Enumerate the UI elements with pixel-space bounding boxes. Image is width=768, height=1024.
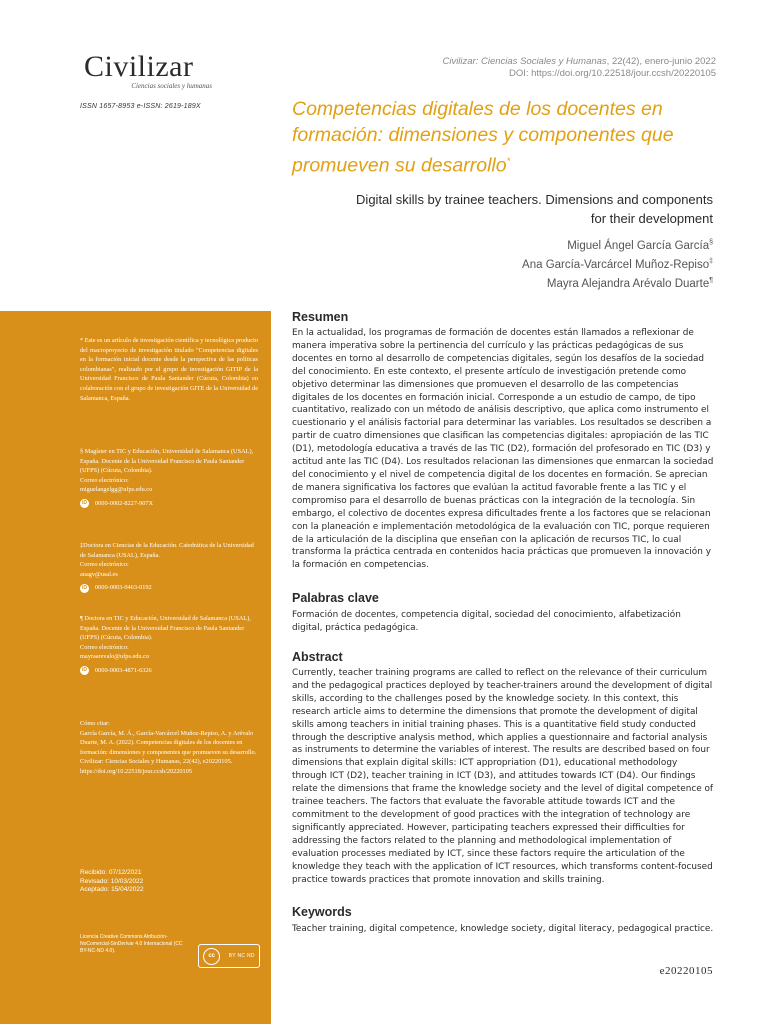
title-es-text: Competencias digitales de los docentes en formación: dimensiones y componentes que promueven su desarrollo	[292, 98, 674, 177]
article-title-en: Digital skills by trainee teachers. Dimensions and components for their development	[356, 192, 713, 226]
cc-icon: cc	[203, 948, 220, 965]
email-label: Correo electrónico:	[80, 476, 129, 484]
author-name: Miguel Ángel García García	[567, 239, 710, 252]
resumen-heading: Resumen	[292, 310, 349, 324]
keywords-text: Teacher training, digital competence, knowledge society, digital literacy, pedagogical practice.	[292, 924, 714, 934]
author-mark: ¶	[709, 276, 713, 284]
resumen-section	[292, 309, 714, 572]
author-email[interactable]: mayraarevalo@ufps.edu.co	[80, 653, 150, 661]
license-text: Licencia Creative Commons Atribución-NoComercial-SinDerivar 4.0 Internacional (CC BY-NC-ND 4.0).	[80, 934, 183, 954]
cite-text: García García, M. Á., García-Varcárcel Muñoz-Repiso, A. y Arévalo Duarte, M. A. (2022). Competencias digitales de los docentes en formación: dimensiones y componentes que promueven su desarrollo. Civilizar: Ciencias Sociales y Humanas, 22(42), e20220105. https://doi.org/10.22518/jour.ccsh/20220105	[80, 729, 257, 775]
author-mark: §	[709, 239, 713, 246]
article-id: e20220105	[659, 965, 713, 977]
orcid-icon: iD	[82, 667, 87, 674]
journal-name: Civilizar: Ciencias Sociales y Humanas	[442, 56, 607, 67]
orcid-id[interactable]: 0000-0003-0463-0192	[95, 584, 152, 592]
cc-license-badge[interactable]	[198, 944, 260, 968]
palabras-clave-heading: Palabras clave	[292, 591, 379, 605]
logo-subtitle: Ciencias sociales y humanas	[131, 82, 212, 90]
orcid-id[interactable]: 0000-0003-4871-6326	[95, 666, 152, 674]
orcid-row[interactable]	[80, 583, 258, 593]
logo-wordmark: Civilizar	[84, 50, 194, 83]
doi-link[interactable]: DOI: https://doi.org/10.22518/jour.ccsh/20220105	[508, 68, 716, 79]
how-to-cite	[80, 719, 258, 777]
cc-license-labels: BY NC ND	[228, 953, 255, 959]
author-item	[522, 273, 713, 292]
author-item	[522, 254, 713, 273]
resumen-text: En la actualidad, los programas de formación de docentes están llamados a reflexionar de manera imperativa sobre la pertinencia del currículo y las prácticas pedagógicas de sus docentes en torno al desarrollo de competencias digitales, según los desafíos de la sociedad del conocimiento. En este contexto, el presente artículo de investigación pretende como objetivo determinar las dimensiones que promueven el desarrollo de las competencias digitales de los docentes en formación inicial. Corresponde a un estudio de campo, de tipo cuantitativo, realizado con un método de análisis descriptivo, que aplica como instrumento el cuestionario y el análisis factorial para determinar las variables. Los resultados se describen a partir de cuatro dimensiones que clasifican las competencias digitales: apropiación de las TIC (D1), metodología educativa a través de las TIC (D2), formación del profesorado en TIC (D3) y actitud ante las TIC (D4). Los resultados relacionan las dimensiones que enmarcan la sociedad del conocimiento y el nivel de competencia digital de los docentes en formación. Se aprecian de manera significativa los factores que evalúan la actitud favorable frente a las TIC y el compromiso para el desarrollo de buenas prácticas con la integración de la tecnología. Sin embargo, el colectivo de docentes expresa dificultades frente a los factores que se relacionan con la planeación e implementación metodológica de la evaluación con TIC, porque requieren de la articulación de la disciplina que enseñan con la aplicación de recursos TIC, lo cual transforma la práctica centrada en contenidos hacia prácticas que promueven la innovación y la formación en competencias.	[292, 328, 714, 571]
orcid-id[interactable]: 0000-0002-8227-907X	[95, 499, 154, 507]
journal-citation-header	[442, 56, 716, 80]
orcid-icon: iD	[82, 500, 87, 507]
title-footnote-mark: *	[506, 156, 511, 166]
author-bio-1	[80, 447, 258, 509]
author-bio-3	[80, 614, 258, 676]
author-name: Ana García-Varcárcel Muñoz-Repiso	[522, 258, 710, 271]
abstract-section	[292, 649, 714, 886]
journal-issue: , 22(42), enero-junio 2022	[606, 56, 716, 67]
author-bio-text: ‡Doctora en Ciencias de la Educación. Catedrática de la Universidad de Salamanca (USAL), España.	[80, 542, 254, 559]
abstract-text: Currently, teacher training programs are called to reflect on the relevance of their curriculum and the pedagogical practices deployed by teacher-trainers around the development of digital skills, according to the challenges posed by the knowledge society. In this context, this research article aims to determine the dimensions that promote the development of digital skills among teachers in initial training phases. This is a quantitative field study conducted through the descriptive analysis method, which applies a questionnaire and factorial analysis as instruments to determine the variables of interest. The results are described based on four dimensions that explain digital skills: ICT appropriation (D1), educational methodology through ICT (D2), teacher training in ICT (D3), and attitudes towards ICT (D4). Our findings relate the dimensions that frame the knowledge society and the level of digital competence of trainee teachers. The factors that evaluate the favorable attitude towards ICT and the commitment to the development of good practices with the integration of technology are significantly appreciated. However, participating teachers expressed their difficulties for addressing the factors related to the planning and methodological implementation of evaluation processes mediated by ICT, since these factors require the articulation of the knowledge they teach with the application of ICT resources, which transforms content-focused practice towards practices that promote innovation and skills training.	[292, 668, 714, 885]
palabras-clave-text: Formación de docentes, competencia digital, sociedad del conocimiento, alfabetización digital, práctica pedagógica.	[292, 610, 681, 633]
author-mark: ‡	[709, 257, 713, 265]
article-dates	[80, 869, 144, 895]
author-email[interactable]: anagv@usal.es	[80, 570, 118, 578]
palabras-clave-section	[292, 590, 714, 635]
date-received: Recibido: 07/12/2021	[80, 869, 142, 876]
abstract-heading: Abstract	[292, 650, 343, 664]
issn: ISSN 1657-8953 e-ISSN: 2619-189X	[80, 103, 201, 110]
orcid-row[interactable]	[80, 666, 258, 676]
author-bio-text: ¶ Doctora en TIC y Educación, Universidad de Salamanca (USAL), España. Docente de la Universidad Francisco de Paula Santander (UFPS) (Cúcuta, Colombia).	[80, 615, 251, 642]
article-footnote: * Este es un artículo de investigación científica y tecnológica producto del macroproyecto de investigación titulado "Competencias digitales en la formación inicial docente desde la perspectiva de las políticas colombianas", realizado por el grupo de investigación GITIP de la Universidad Francisco de Paula Santander (Cúcuta, Colombia) en colaboración con el grupo de investigación GITE de la Universidad de Salamanca, España.	[80, 337, 259, 402]
journal-logo	[84, 52, 264, 90]
author-bio-2	[80, 541, 258, 593]
article-title-es	[292, 96, 722, 179]
orcid-icon: iD	[82, 584, 87, 591]
author-email[interactable]: miguelangelgg@ufps.edu.co	[80, 486, 153, 494]
author-name: Mayra Alejandra Arévalo Duarte	[546, 277, 710, 290]
date-accepted: Aceptado: 15/04/2022	[80, 886, 144, 893]
author-bio-text: § Magíster en TIC y Educación, Universidad de Salamanca (USAL), España. Docente de la Universidad Francisco de Paula Santander (UFPS) (Cúcuta, Colombia).	[80, 448, 254, 475]
cite-label: Cómo citar:	[80, 720, 110, 727]
date-revised: Revisado: 10/03/2022	[80, 877, 144, 885]
sidebar-panel	[0, 311, 271, 1024]
keywords-heading: Keywords	[292, 905, 352, 919]
author-list	[522, 235, 713, 291]
email-label: Correo electrónico:	[80, 561, 129, 569]
orcid-row[interactable]	[80, 499, 258, 509]
keywords-section	[292, 904, 714, 936]
author-item	[522, 235, 713, 254]
email-label: Correo electrónico:	[80, 643, 129, 651]
